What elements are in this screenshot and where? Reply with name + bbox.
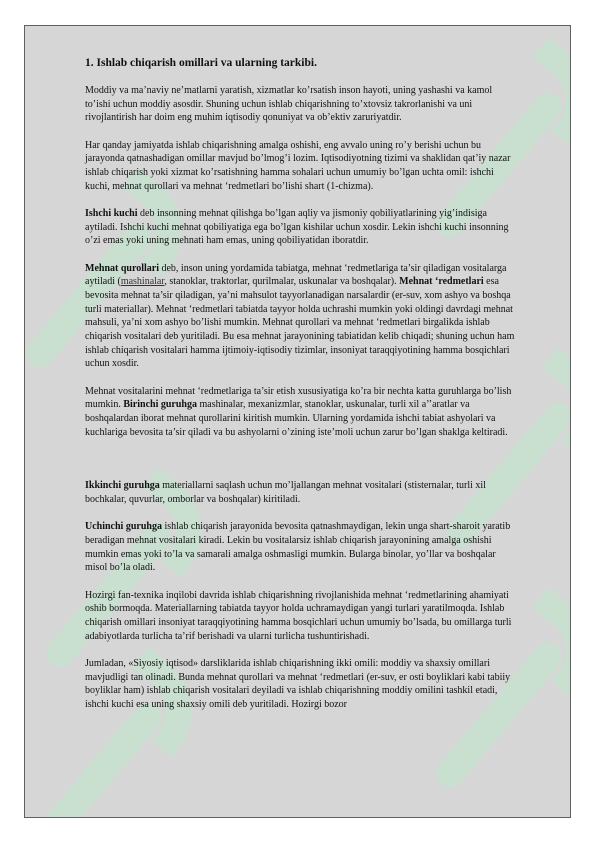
- term-labor-force: Ishchi kuchi: [85, 207, 138, 219]
- paragraph-labor-force: [85, 207, 517, 248]
- paragraph-modern-era: Hozirgi fan-texnika inqilobi davrida ishlab chiqarishning rivojlanishida mehnat ‘redmetlarining ahamiyati oshib bormoqda. Materiallarning tabiatda tayyor holda uchramaydigan yangi turlari yaratilmoqda. Ishlab chiqarish omillari insoniyat taraqqiyotining hamma bosqichlari uchun umumiy bo’lsada, bu omillarga turli adabiyotlarda turlicha ta’rif berishadi va ularni turlicha tushuntirishadi.: [85, 589, 512, 642]
- paragraph-political-economy: Jumladan, «Siyosiy iqtisod» darsliklarida ishlab chiqarishning ikki omili: moddiy va shaxsiy omillari mavjudligi tan olinadi. Bunda mehnat qurollari va mehnat ‘redmetlari (er-suv, er osti boyliklari kabi tabiiy boyliklar ham) ishlab chiqarish vositalari deyiladi va ishlab chiqarishning moddiy omilini tashkil etadi, ishchi kuchi esa uning shaxsiy omili deb yuritiladi. Hozirgi bozor: [85, 658, 511, 711]
- paragraph-text: , stanoklar, traktorlar, qurilmalar, uskunalar va boshqalar).: [164, 276, 400, 288]
- paragraph-text: Mehnat vositalarini mehnat ‘redmetlariga ta’sir etish xususiyatiga ko’ra bir nechta katta guruhlarga bo’lish mumkin.: [85, 385, 512, 411]
- term-tools: Mehnat qurollari: [85, 262, 159, 274]
- paragraph-intro: Moddiy va ma’naviy ne’matlarni yaratish, xizmatlar ko’rsatish inson hayoti, uning yashashi va kamol to’ishi uchun moddiy asosdir. Shuning uchun ishlab chiqarishning to’xtovsiz takrorlanishi va uni rivojlantirish har doim eng muhim iqtisodiy qonuniyat va ob’ektiv zaruriyatdir.: [85, 85, 493, 124]
- term-second-group: Ikkinchi guruhga: [85, 480, 160, 492]
- term-objects: Mehnat ‘redmetlari: [399, 276, 484, 288]
- link-mashinalar[interactable]: mashinalar: [120, 276, 165, 288]
- paragraph-text: esa bevosita mehnat ta’sir qiladigan, ya’ni mahsulot tayyorlanadigan narsalardir (er-suv, xom ashyo va boshqa turli materiallar). Mehnat ‘redmetlari tabiatda tayyor holda uchrashi mumkin yoki oldingi davrdagi mehnat mahsuli, ya’ni xom ashyo bo’lishi mumkin. Mehnat qurollari va mehnat ‘redmetlari birgalikda ishlab chiqarish vositalari deb yuritiladi. Bu esa mehnat jarayonining tabiatidan kelib chiqadi; shuning uchun ham ishlab chiqarish vositalari hamma ijtimoiy-iqtisodiy tizimlar, insoniyat taraqqiyotining hamma bosqichlari uchun xosdir.: [85, 276, 515, 370]
- paragraph-first-group: [85, 385, 517, 440]
- paragraph-text: deb, inson uning yordamida tabiatga, mehnat ‘redmetlariga ta’sir qiladigan vositalarga aytiladi (: [85, 262, 507, 288]
- paragraph-text: mashinalar, mexanizmlar, stanoklar, uskunalar, turli xil a’’aratlar va boshqalardan iborat mehnat qurollarini kiritish mumkin. Ularning yordamida ishchi tabiat ashyolari va kuchlariga bevosita ta’sir qiladi va bu ashyolarni o’zining iste’moli uchun zarur bo’lgan shaklga keltiradi.: [85, 399, 508, 438]
- section-heading: 1. Ishlab chiqarish omillari va ularning tarkibi.: [85, 57, 317, 69]
- document-body: [85, 56, 517, 725]
- paragraph-second-group: [85, 479, 517, 506]
- term-first-group: Birinchi guruhga: [123, 399, 197, 411]
- paragraph-text: deb insonning mehnat qilishga bo’lgan aqliy va jismoniy qobiliyatlarining yig’indisiga aytiladi. Ishchi kuchi mehnat qobiliyatiga ega bo’lgan kishilar uchun xosdir. Lekin ishchi kuchi insonning o’zi emas yoki uning mehnati ham emas, uning qobiliyatidan iboratdir.: [85, 207, 509, 247]
- paragraph-text: ishlab chiqarish jarayonida bevosita qatnashmaydigan, lekin unga shart-sharoit yaratib beradigan mehnat vositalari kiradi. Lekin bu vositalarsiz ishlab chiqarish jarayonining amalga oshishi mumkin emas yoki to’la va samarali amalga oshmasligi mumkin. Bularga binolar, yo’llar va boshqalar misol bo’la oladi.: [85, 521, 511, 574]
- paragraph-tools: [85, 262, 517, 372]
- term-third-group: Uchinchi guruhga: [85, 521, 162, 533]
- paragraph-factors: Har qanday jamiyatda ishlab chiqarishning amalga oshishi, eng avvalo uning ro’y berishi uchun bu jarayonda qatnashadigan omillar mavjud bo’lmog’i lozim. Iqtisodiyotning tizimi va shaklidan qat’iy nazar ishlab chiqarish yoki xizmat ko’rsatishning hamma sohalari uchun umumiy bo’lgan uchta omil: ishchi kuchi, mehnat qurollari va mehnat ‘redmetlari bo’lishi shart (1-chizma).: [85, 139, 511, 192]
- paragraph-third-group: [85, 520, 517, 575]
- document-page: [24, 25, 571, 818]
- paragraph-text: materiallarni saqlash uchun mo’ljallangan mehnat vositalari (stisternalar, turli xil bochkalar, quvurlar, omborlar va boshqalar) kiritiladi.: [85, 480, 486, 506]
